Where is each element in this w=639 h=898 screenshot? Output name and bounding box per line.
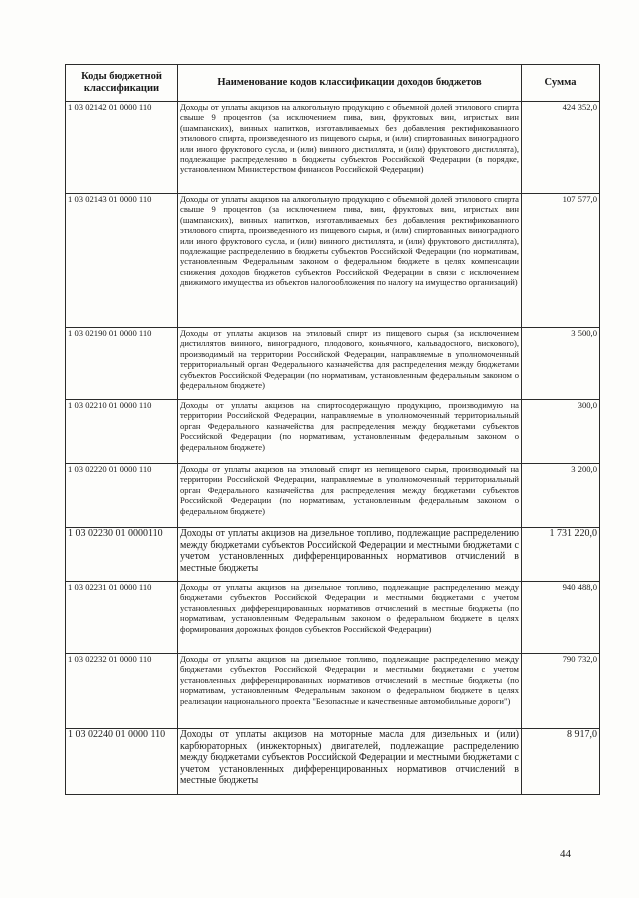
row-description: Доходы от уплаты акцизов на спиртосодержащую продукцию, производимую на территории Российской Федерации, направляемые в уполномоченный территориальный орган Федерального казначейства для распределения между бюджетами субъектов Российской Федерации (по нормативам, установленным федеральным законом о федеральном бюджете) xyxy=(178,400,522,464)
row-code: 1 03 02142 01 0000 110 xyxy=(66,102,178,194)
table-row xyxy=(66,328,600,400)
row-code: 1 03 02232 01 0000 110 xyxy=(66,654,178,729)
row-amount: 790 732,0 xyxy=(522,654,600,729)
table-row xyxy=(66,464,600,528)
row-amount: 3 200,0 xyxy=(522,464,600,528)
row-amount: 300,0 xyxy=(522,400,600,464)
row-code: 1 03 02231 01 0000 110 xyxy=(66,582,178,654)
page-number: 44 xyxy=(560,848,571,860)
row-amount: 8 917,0 xyxy=(522,729,600,795)
budget-revenue-table xyxy=(65,64,600,795)
table-row xyxy=(66,400,600,464)
row-code: 1 03 02240 01 0000 110 xyxy=(66,729,178,795)
row-code: 1 03 02230 01 0000110 xyxy=(66,528,178,582)
row-code: 1 03 02210 01 0000 110 xyxy=(66,400,178,464)
row-description: Доходы от уплаты акцизов на алкогольную продукцию с объемной долей этилового спирта свыше 9 процентов (за исключением пива, вин, фруктовых вин, игристых вин (шампанских), винных напитков, изготавливаемых без добавления ректификованного этилового спирта, произведенного из пищевого сырья, и (или) спиртованных виноградного или иного фруктового сусла, и (или) винного дистиллята, и (или) фруктового дистиллята), подлежащие распределению в бюджеты субъектов Российской Федерации (по нормативам, установленным Федеральным законом о федеральном бюджете в целях компенсации снижения доходов бюджетов субъектов Российской Федерации в связи с исключением движимого имущества из объектов налогообложения по налогу на имущество организаций) xyxy=(178,194,522,328)
row-amount: 1 731 220,0 xyxy=(522,528,600,582)
row-code: 1 03 02220 01 0000 110 xyxy=(66,464,178,528)
row-description: Доходы от уплаты акцизов на дизельное топливо, подлежащие распределению между бюджетами субъектов Российской Федерации и местными бюджетами с учетом установленных дифференцированных нормативов отчислений в местные бюджеты (по нормативам, установленным Федеральным законом о федеральном бюджете в целях формирования дорожных фондов субъектов Российской Федерации) xyxy=(178,582,522,654)
row-description: Доходы от уплаты акцизов на этиловый спирт из непищевого сырья, производимый на территории Российской Федерации, направляемые в уполномоченный территориальный орган Федерального казначейства для распределения между бюджетами субъектов Российской Федерации (по нормативам, установленным федеральным законом о федеральном бюджете) xyxy=(178,464,522,528)
table-header-row xyxy=(66,65,600,102)
table-row xyxy=(66,194,600,328)
row-description: Доходы от уплаты акцизов на этиловый спирт из пищевого сырья (за исключением дистиллятов винного, виноградного, плодового, коньячного, кальвадосного, вискового), производимый на территории Российской Федерации, направляемые в уполномоченный территориальный орган Федерального казначейства для распределения между бюджетами субъектов Российской Федерации (по нормативам, установленным федеральным законом о федеральном бюджете) xyxy=(178,328,522,400)
row-amount: 3 500,0 xyxy=(522,328,600,400)
header-name: Наименование кодов классификации доходов бюджетов xyxy=(178,65,522,102)
row-amount: 107 577,0 xyxy=(522,194,600,328)
header-code: Коды бюджетной классификации xyxy=(66,65,178,102)
table-row xyxy=(66,102,600,194)
header-sum: Сумма xyxy=(522,65,600,102)
row-description: Доходы от уплаты акцизов на алкогольную продукцию с объемной долей этилового спирта свыше 9 процентов (за исключением пива, вин, фруктовых вин, игристых вин (шампанских), винных напитков, изготавливаемых без добавления ректификованного этилового спирта, произведенного из пищевого сырья, и (или) спиртованных виноградного или иного фруктового сусла, и (или) винного дистиллята, и (или) фруктового дистиллята), подлежащие распределению в бюджеты субъектов Российской Федерации (в порядке, установленном Министерством финансов Российской Федерации) xyxy=(178,102,522,194)
table-row xyxy=(66,654,600,729)
row-amount: 424 352,0 xyxy=(522,102,600,194)
row-description: Доходы от уплаты акцизов на дизельное топливо, подлежащие распределению между бюджетами субъектов Российской Федерации и местными бюджетами с учетом установленных дифференцированных нормативов отчислений в местные бюджеты xyxy=(178,528,522,582)
table-row xyxy=(66,528,600,582)
table-row xyxy=(66,582,600,654)
row-description: Доходы от уплаты акцизов на моторные масла для дизельных и (или) карбюраторных (инжекторных) двигателей, подлежащие распределению между бюджетами субъектов Российской Федерации и местными бюджетами с учетом установленных дифференцированных нормативов отчислений в местные бюджеты xyxy=(178,729,522,795)
row-code: 1 03 02143 01 0000 110 xyxy=(66,194,178,328)
table-row xyxy=(66,729,600,795)
row-amount: 940 488,0 xyxy=(522,582,600,654)
row-description: Доходы от уплаты акцизов на дизельное топливо, подлежащие распределению между бюджетами субъектов Российской Федерации и местными бюджетами с учетом установленных дифференцированных нормативов отчислений в местные бюджеты (по нормативам, установленным Федеральным законом о федеральном бюджете в целях реализации национального проекта "Безопасные и качественные автомобильные дороги") xyxy=(178,654,522,729)
row-code: 1 03 02190 01 0000 110 xyxy=(66,328,178,400)
